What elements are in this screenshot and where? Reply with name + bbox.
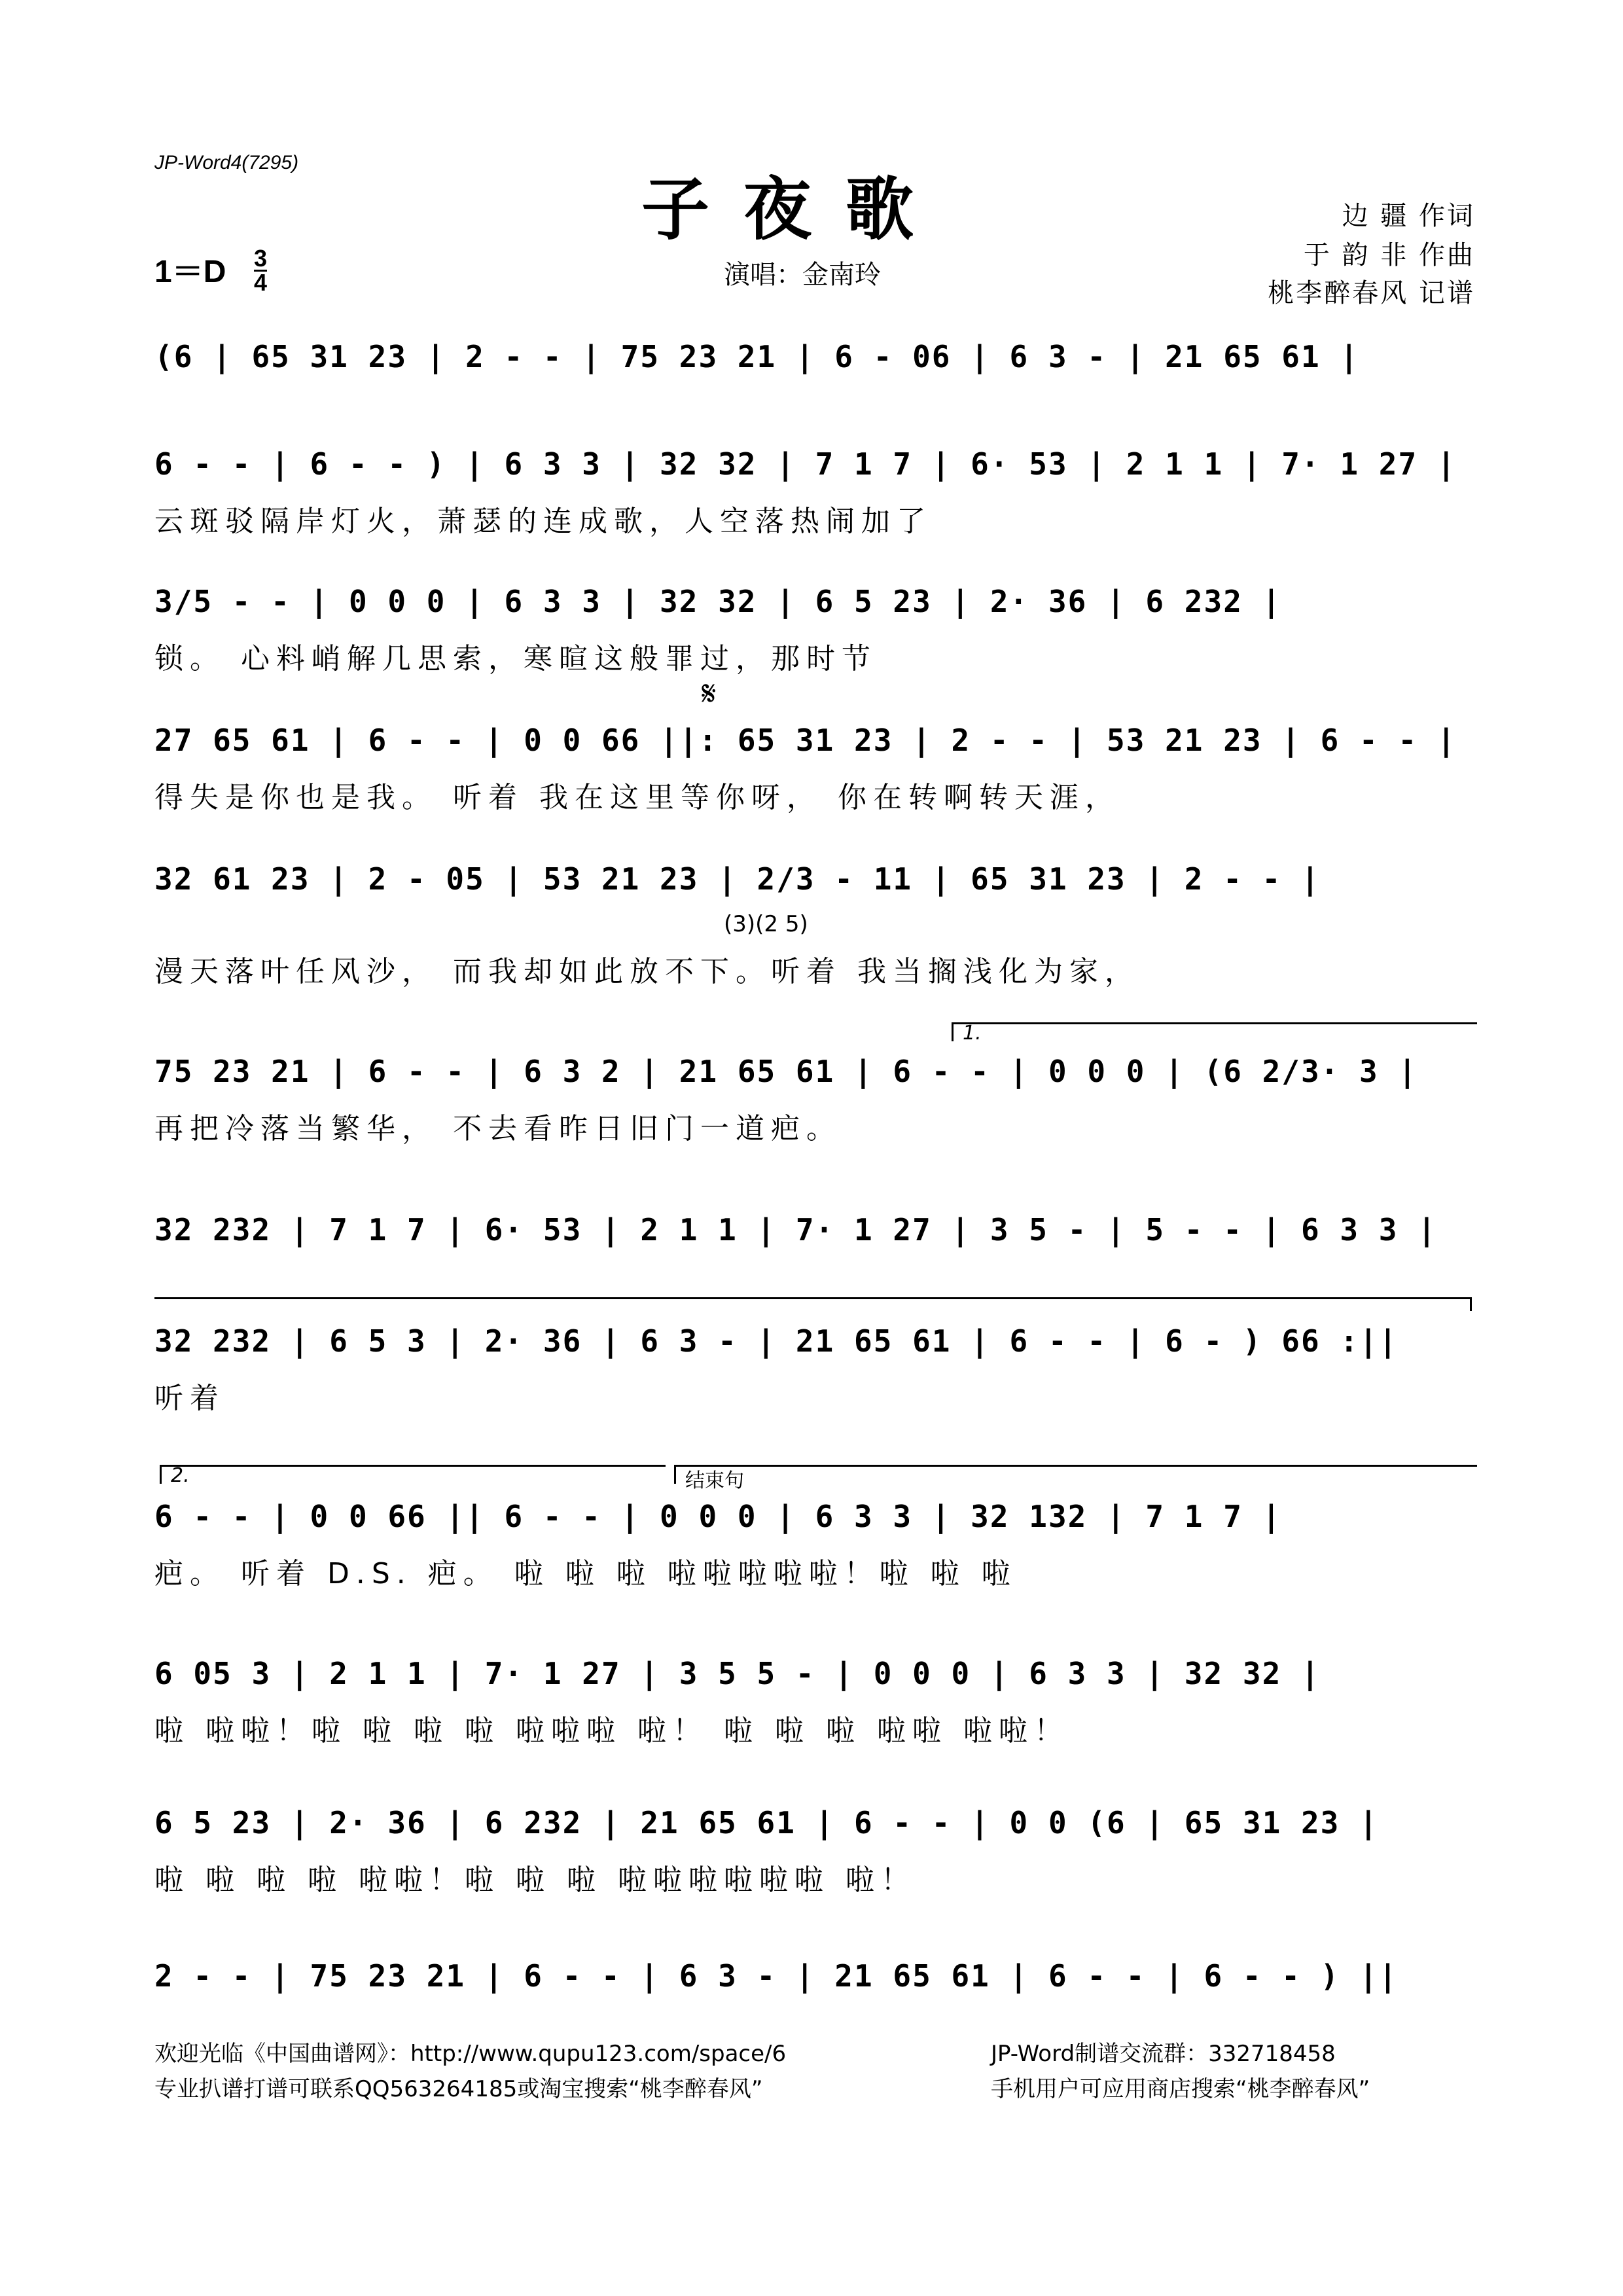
notation-line: 6 05 3 | 2 1 1 | 7· 1 27 | 3 5 5 - | 0 0 0 | 6 3 3 | 32 32 | xyxy=(154,1656,1321,1691)
notation-line: 6 - - | 0 0 66 || 6 - - | 0 0 0 | 6 3 3 | 32 132 | 7 1 7 | xyxy=(154,1499,1282,1534)
software-label: JP-Word4(7295) xyxy=(154,152,299,173)
notation-line: 32 232 | 6 5 3 | 2· 36 | 6 3 - | 21 65 61 | 6 - - | 6 - ) 66 :|| xyxy=(154,1323,1399,1359)
time-signature-top: 3 xyxy=(254,245,268,272)
notation-line: 6 5 23 | 2· 36 | 6 232 | 21 65 61 | 6 - - | 0 0 (6 | 65 31 23 | xyxy=(154,1805,1379,1840)
first-ending-label: 1. xyxy=(963,1022,982,1045)
key-signature: 1＝D xyxy=(154,255,226,289)
footer-app: 手机用户可应用商店搜索“桃李醉春风” xyxy=(991,2076,1370,2102)
footer-contact: 专业扒谱打谱可联系QQ563264185或淘宝搜索“桃李醉春风” xyxy=(154,2076,763,2102)
notation-line: 32 232 | 7 1 7 | 6· 53 | 2 1 1 | 7· 1 27 | 3 5 - | 5 - - | 6 3 3 | xyxy=(154,1212,1437,1247)
coda-label: 结束句 xyxy=(685,1469,744,1492)
notation-line: 2 - - | 75 23 21 | 6 - - | 6 3 - | 21 65 61 | 6 - - | 6 - - ) || xyxy=(154,1958,1399,1994)
notation-line: 3/5 - - | 0 0 0 | 6 3 3 | 32 32 | 6 5 23 | 2· 36 | 6 232 | xyxy=(154,584,1282,619)
lyric-line: 啦 啦啦！啦 啦 啦 啦 啦啦啦 啦！ 啦 啦 啦 啦啦 啦啦！ xyxy=(154,1714,1069,1748)
lyric-line: 得失是你也是我。 听着 我在这里等你呀， 你在转啊转天涯， xyxy=(154,781,1120,814)
transcriber-credit: 桃李醉春风 记谱 xyxy=(1268,278,1475,308)
footer-group: JP-Word制谱交流群：332718458 xyxy=(991,2041,1336,2067)
footer-website: 欢迎光临《中国曲谱网》：http://www.qupu123.com/space/6 xyxy=(154,2041,787,2067)
notation-line: 27 65 61 | 6 - - | 0 0 66 ||: 65 31 23 | 2 - - | 53 21 23 | 6 - - | xyxy=(154,723,1457,758)
page-title: 子夜歌 xyxy=(641,169,948,249)
time-signature-bottom: 4 xyxy=(254,269,268,296)
first-ending-bracket-continued xyxy=(154,1297,1472,1311)
first-ending-bracket xyxy=(952,1022,1477,1045)
second-ending-label: 2. xyxy=(171,1464,190,1487)
coda-bracket xyxy=(674,1465,1477,1492)
time-signature xyxy=(254,247,267,294)
lyricist-credit: 边 疆 作词 xyxy=(1342,201,1475,231)
lyric-line: 锁。 心料峭解几思索，寒暄这般罪过，那时节 xyxy=(154,642,877,675)
notation-line: 6 - - | 6 - - ) | 6 3 3 | 32 32 | 7 1 7 | 6· 53 | 2 1 1 | 7· 1 27 | xyxy=(154,446,1457,482)
lyric-line: 再把冷落当繁华， 不去看昨日旧门一道疤。 xyxy=(154,1112,842,1145)
notation-line: 75 23 21 | 6 - - | 6 3 2 | 21 65 61 | 6 - - | 0 0 0 | (6 2/3· 3 | xyxy=(154,1054,1418,1089)
notation-line: 32 61 23 | 2 - 05 | 53 21 23 | 2/3 - 11 | 65 31 23 | 2 - - | xyxy=(154,861,1321,897)
composer-credit: 于 韵 非 作曲 xyxy=(1303,240,1475,270)
lyric-line: 听着 xyxy=(154,1382,225,1415)
notation-line: (6 | 65 31 23 | 2 - - | 75 23 21 | 6 - 06 | 6 3 - | 21 65 61 | xyxy=(154,339,1360,374)
alternate-notes: (3)(2 5) xyxy=(724,911,808,937)
singer-credit: 演唱：金南玲 xyxy=(724,260,881,290)
second-ending-bracket xyxy=(160,1464,666,1487)
lyric-line: 漫天落叶任风沙， 而我却如此放不下。听着 我当搁浅化为家， xyxy=(154,955,1140,988)
segno-sign: 𝄋 xyxy=(702,674,717,713)
lyric-line: 啦 啦 啦 啦 啦啦！啦 啦 啦 啦啦啦啦啦啦 啦！ xyxy=(154,1863,916,1897)
lyric-line: 疤。 听着 D.S. 疤。 啦 啦 啦 啦啦啦啦啦！啦 啦 啦 xyxy=(154,1557,1017,1590)
lyric-line: 云斑驳隔岸灯火，萧瑟的连成歌，人空落热闹加了 xyxy=(154,505,932,538)
